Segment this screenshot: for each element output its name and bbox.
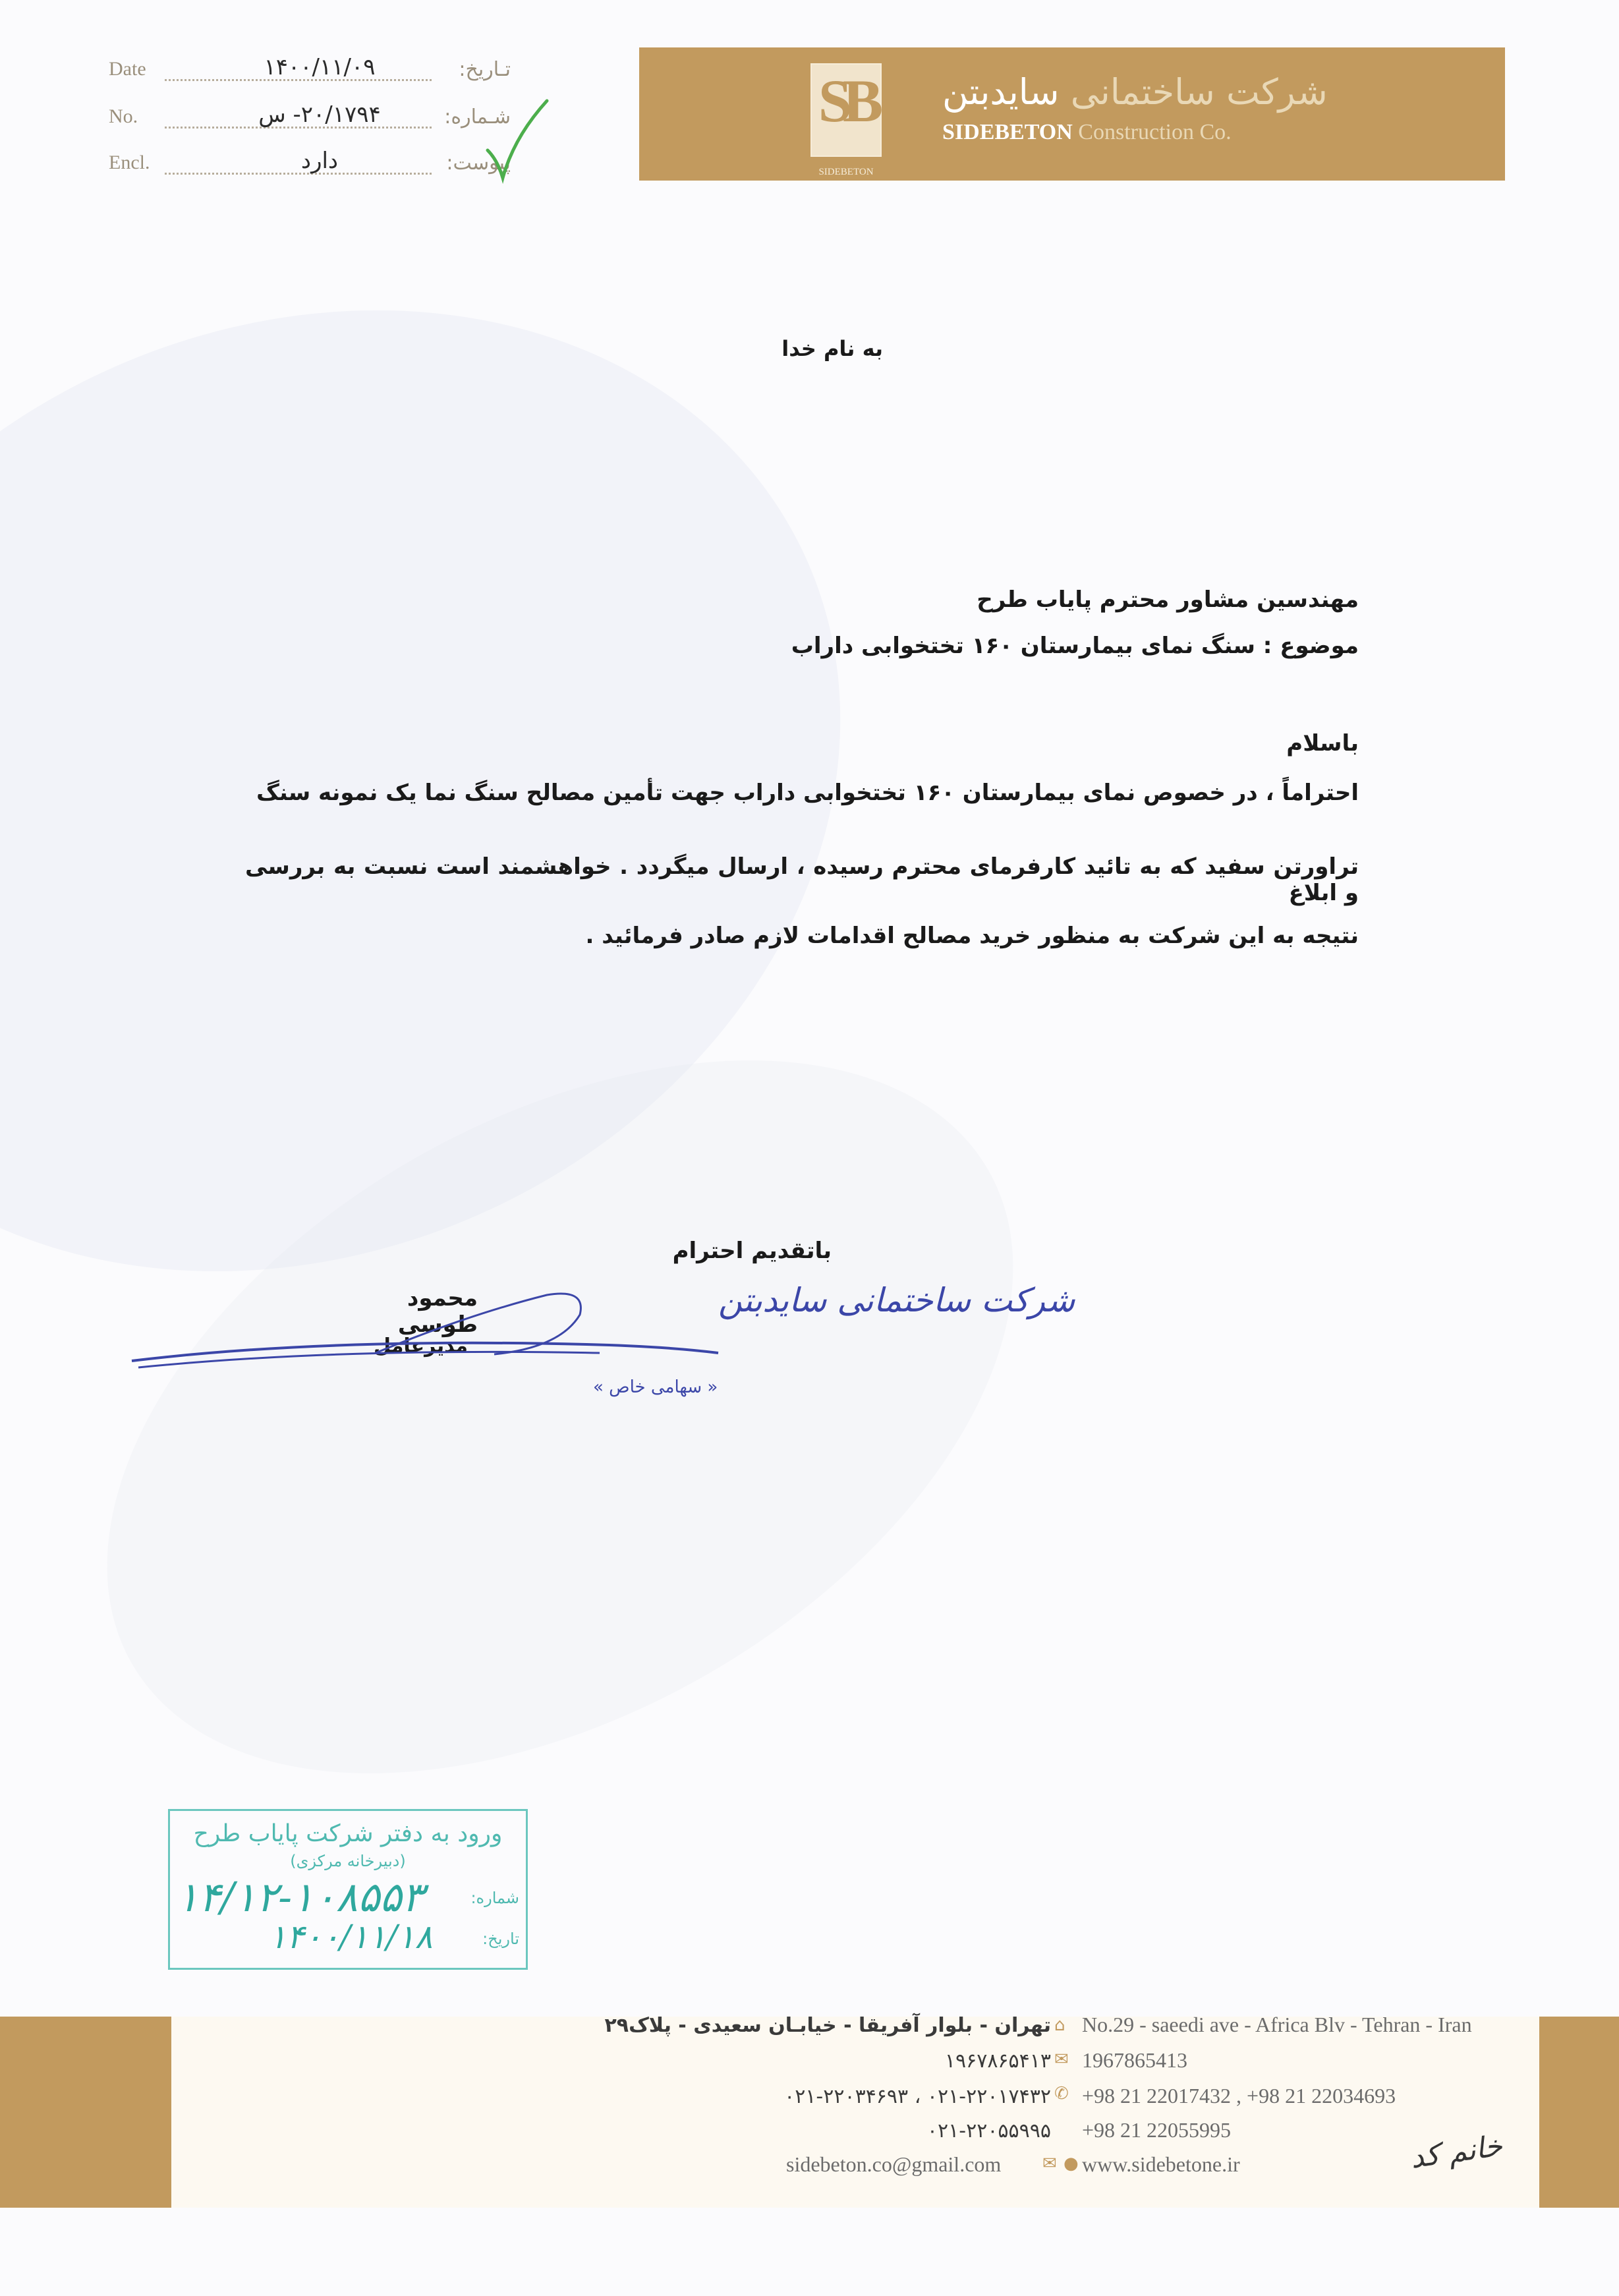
seal-subtext: « سهامی خاص » [593,1377,718,1397]
stamp-title: ورود به دفتر شرکت پایاب طرح [193,1820,503,1847]
greeting: باسلام [1286,730,1359,757]
stamp-date-value: ۱۴۰۰/۱۱/۱۸ [269,1918,433,1956]
company-name-fa-prefix: شرکت ساختمانی [1070,71,1328,113]
recipient: مهندسین مشاور محترم پایاب طرح [977,587,1359,613]
date-label-en: Date [109,58,146,80]
home-icon: ⌂ [1054,2015,1065,2035]
handwritten-note [1408,2129,1505,2175]
body-line: احتراماً ، در خصوص نمای بیمارستان ۱۶۰ تختخوابی داراب جهت تأمین مصالح سنگ نما یک نمونه سنگ [256,780,1359,806]
fax-fa: ۰۲۱-۲۲۰۵۵۹۹۵ [926,2119,1051,2142]
body-line: نتیجه به این شرکت به منظور خرید مصالح اقدامات لازم صادر فرمائید . [585,923,1359,949]
company-name-fa-main: سایدبتن [942,71,1060,113]
stamp-date-label: تاریخ: [482,1930,519,1948]
body-line: تراورتن سفید که به تائید کارفرمای محترم رسیده ، ارسال میگردد . خواهشمند است نسبت به بررسی و ابلاغ [245,853,1359,906]
globe-icon: ● [1064,2154,1079,2173]
number-label-en: No. [109,105,138,127]
bismillah: به نام خدا [781,336,883,361]
enclosure-label-en: Encl. [109,152,150,173]
number-label-fa: شـماره: [444,105,511,129]
mailbox-icon: ✉ [1054,2050,1069,2069]
subject: موضوع : سنگ نمای بیمارستان ۱۶۰ تختخوابی داراب [791,633,1359,659]
email-icon: ✉ [1042,2154,1057,2173]
footer-accent [0,2017,171,2208]
company-name-en-suffix: Construction Co. [1078,120,1232,144]
enclosure-value: دارد [300,148,339,174]
company-banner [639,47,1505,181]
company-name-en [942,120,1232,145]
date-value: ۱۴۰۰/۱۱/۰۹ [264,54,376,80]
phone-icon: ✆ [1054,2084,1069,2104]
company-logo [810,63,882,177]
checkmark-icon [484,98,550,183]
number-value: ۲۰/۱۷۹۴- س [258,101,381,128]
company-name-fa [942,71,1328,113]
fax-en: +98 21 22055995 [1082,2118,1232,2142]
company-name-en-main: SIDEBETON [942,120,1073,144]
postal-fa: ۱۹۶۷۸۶۵۴۱۳ [944,2050,1051,2073]
closing: باتقدیم احترام [672,1238,832,1264]
stamp-subtitle: (دبیرخانه مرکزی) [290,1852,406,1870]
logo-caption: SIDEBETON [818,167,874,177]
address-en: No.29 - saeedi ave - Africa Blv - Tehran - Iran [1082,2013,1472,2036]
website[interactable]: www.sidebetone.ir [1082,2152,1240,2176]
email[interactable]: sidebeton.co@gmail.com [786,2152,1002,2176]
footer-accent [1539,2017,1619,2208]
enclosure-row [109,148,511,188]
phones-en: +98 21 22017432 , +98 21 22034693 [1082,2084,1396,2108]
date-row [109,54,511,95]
postal-en: 1967865413 [1082,2048,1187,2072]
number-row [109,101,511,142]
handnote-text: خانم کد [1408,2129,1505,2175]
address-fa: تهران - بلوار آفریقا - خیابـان سعیدی - پلاک۲۹ [604,2014,1051,2037]
stamp-number-label: شماره: [470,1889,519,1907]
signer-title: مدیرعامل [374,1335,468,1358]
seal-text: شرکت ساختمانی سایدبتن [718,1281,1075,1319]
received-stamp [168,1809,528,1970]
logo-letters: SB [818,67,874,134]
phones-fa: ۰۲۱-۲۲۰۱۷۴۳۲ ، ۰۲۱-۲۲۰۳۴۶۹۳ [784,2085,1051,2108]
enclosure-label-fa: پیوست: [446,152,511,175]
stamp-number-value: ۱۴/۱۲-۱۰۸۵۵۳ [177,1873,424,1921]
footer [0,2017,1619,2208]
date-label-fa: تـاریخ: [459,58,511,81]
signer-name: محمود طوسی [397,1285,478,1338]
signature-seal [125,1275,1075,1400]
